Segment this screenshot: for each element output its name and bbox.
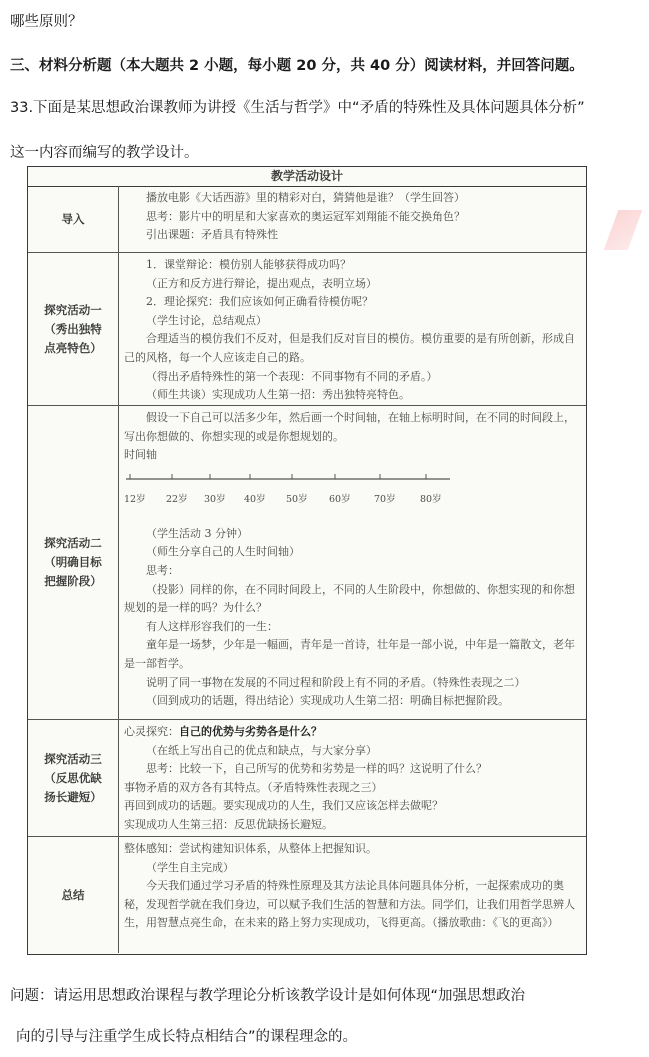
timeline-tick: 60岁 xyxy=(329,493,351,505)
question-text-cont: 向的引导与注重学生成长特点相结合”的课程理念的。 xyxy=(16,1029,358,1045)
row-content: 1．课堂辩论：模仿别人能够获得成功吗？ （正方和反方进行辩论，提出观点，表明立场） 2．理论探究：我们应该如何正确看待模仿呢？ （学生讨论，总结观点） 合理适当的模仿我们不反对，但是我们反对盲目的模仿。模仿重要的是有所创新，形成自己的风格，每一个人应该走自己的路。 （得出矛盾特殊性的第一个表现：不同事物有不同的矛盾。） （师生共谈）实现成功人生第一招：秀出独特亮特色。 xyxy=(124,258,575,402)
watermark-mark xyxy=(604,210,643,250)
row-label: 探究活动三 （反思优缺 扬长避短） xyxy=(28,720,119,836)
table-row-intro xyxy=(28,186,586,253)
table-title: 教学活动设计 xyxy=(28,167,586,187)
row-label: 探究活动二 （明确目标 把握阶段） xyxy=(28,406,119,719)
question-intro-cont: 这一内容而编写的教学设计。 xyxy=(10,145,199,161)
row-content: 播放电影《大话西游》里的精彩对白，猜猜他是谁？（学生回答） 思考：影片中的明星和大家喜欢的奥运冠军刘翔能不能交换角色？ 引出课题：矛盾具有特殊性 xyxy=(146,191,465,242)
row-content: 假设一下自己可以活多少年，然后画一个时间轴，在轴上标明时间，在不同的时间段上，写出你想做的、你想实现的或是你想规划的。 时间轴 12岁 22岁 30岁 40岁 50岁 60岁 70岁 80岁 （学生活动 3 分钟） （师生分享自己的人生时间轴） 思考： （投影）同样的你，在不同时间段上，不同的人生阶段中，你想做的、你想实现的和你想规划的是一样的吗？为什么？ 有人这样形容我们的一生： 童年是一场梦，少年是一幅画，青年是一首诗，壮年是一部小说，中年是一篇散文，老年是一部哲学。 说明了同一事物在发展的不同过程和阶段上有不同的矛盾。（特殊性表现之二） （回到成功的话题，得出结论）实现成功人生第二招：明确目标把握阶段。 xyxy=(124,409,580,711)
timeline-axis xyxy=(124,467,454,491)
question-text: 问题：请运用思想政治课程与教学理论分析该教学设计是如何体现“加强思想政治 xyxy=(10,988,526,1004)
table-row-activity-3 xyxy=(28,720,586,837)
table-row-activity-1 xyxy=(28,253,586,406)
timeline-tick: 50岁 xyxy=(286,493,308,505)
question-intro: 33.下面是某思想政治课教师为讲授《生活与哲学》中“矛盾的特殊性及具体问题具体分析” xyxy=(10,100,585,116)
timeline-tick: 70岁 xyxy=(374,493,396,505)
table-row-activity-2 xyxy=(28,406,586,720)
lesson-design-table xyxy=(27,166,587,955)
table-row-summary xyxy=(28,837,586,953)
timeline-tick: 40岁 xyxy=(244,493,266,505)
row-label: 探究活动一 （秀出独特 点亮特色） xyxy=(28,253,119,405)
timeline-tick: 12岁 xyxy=(124,493,146,505)
row-label: 导入 xyxy=(28,186,119,252)
row-label: 总结 xyxy=(28,837,119,953)
timeline-tick: 22岁 xyxy=(166,493,188,505)
row-content: 整体感知：尝试构建知识体系，从整体上把握知识。 （学生自主完成） 今天我们通过学习矛盾的特殊性原理及其方法论具体问题具体分析，一起探索成功的奥秘，发现哲学就在我们身边，可以赋予我们生活的智慧和方法。同学们，让我们用哲学思辨人生，用智慧点亮生命，在未来的路上努力实现成功，飞得更高。（播放歌曲：《飞的更高》） xyxy=(124,842,575,930)
timeline-tick: 30岁 xyxy=(204,493,226,505)
timeline-tick: 80岁 xyxy=(420,493,442,505)
row-content: 心灵探究：自己的优势与劣势各是什么？ （在纸上写出自己的优点和缺点，与大家分享） 思考：比较一下，自己所写的优势和劣势是一样的吗？这说明了什么？ 事物矛盾的双方各有其特点。（矛盾特殊性表现之三） 再回到成功的话题。要实现成功的人生，我们又应该怎样去做呢？ 实现成功人生第三招：反思优缺扬长避短。 xyxy=(124,725,487,831)
section-heading: 三、材料分析题（本大题共 2 小题，每小题 20 分，共 40 分）阅读材料，并回答问题。 xyxy=(10,58,584,74)
timeline xyxy=(124,465,580,525)
line-1: 哪些原则？ xyxy=(10,14,83,30)
